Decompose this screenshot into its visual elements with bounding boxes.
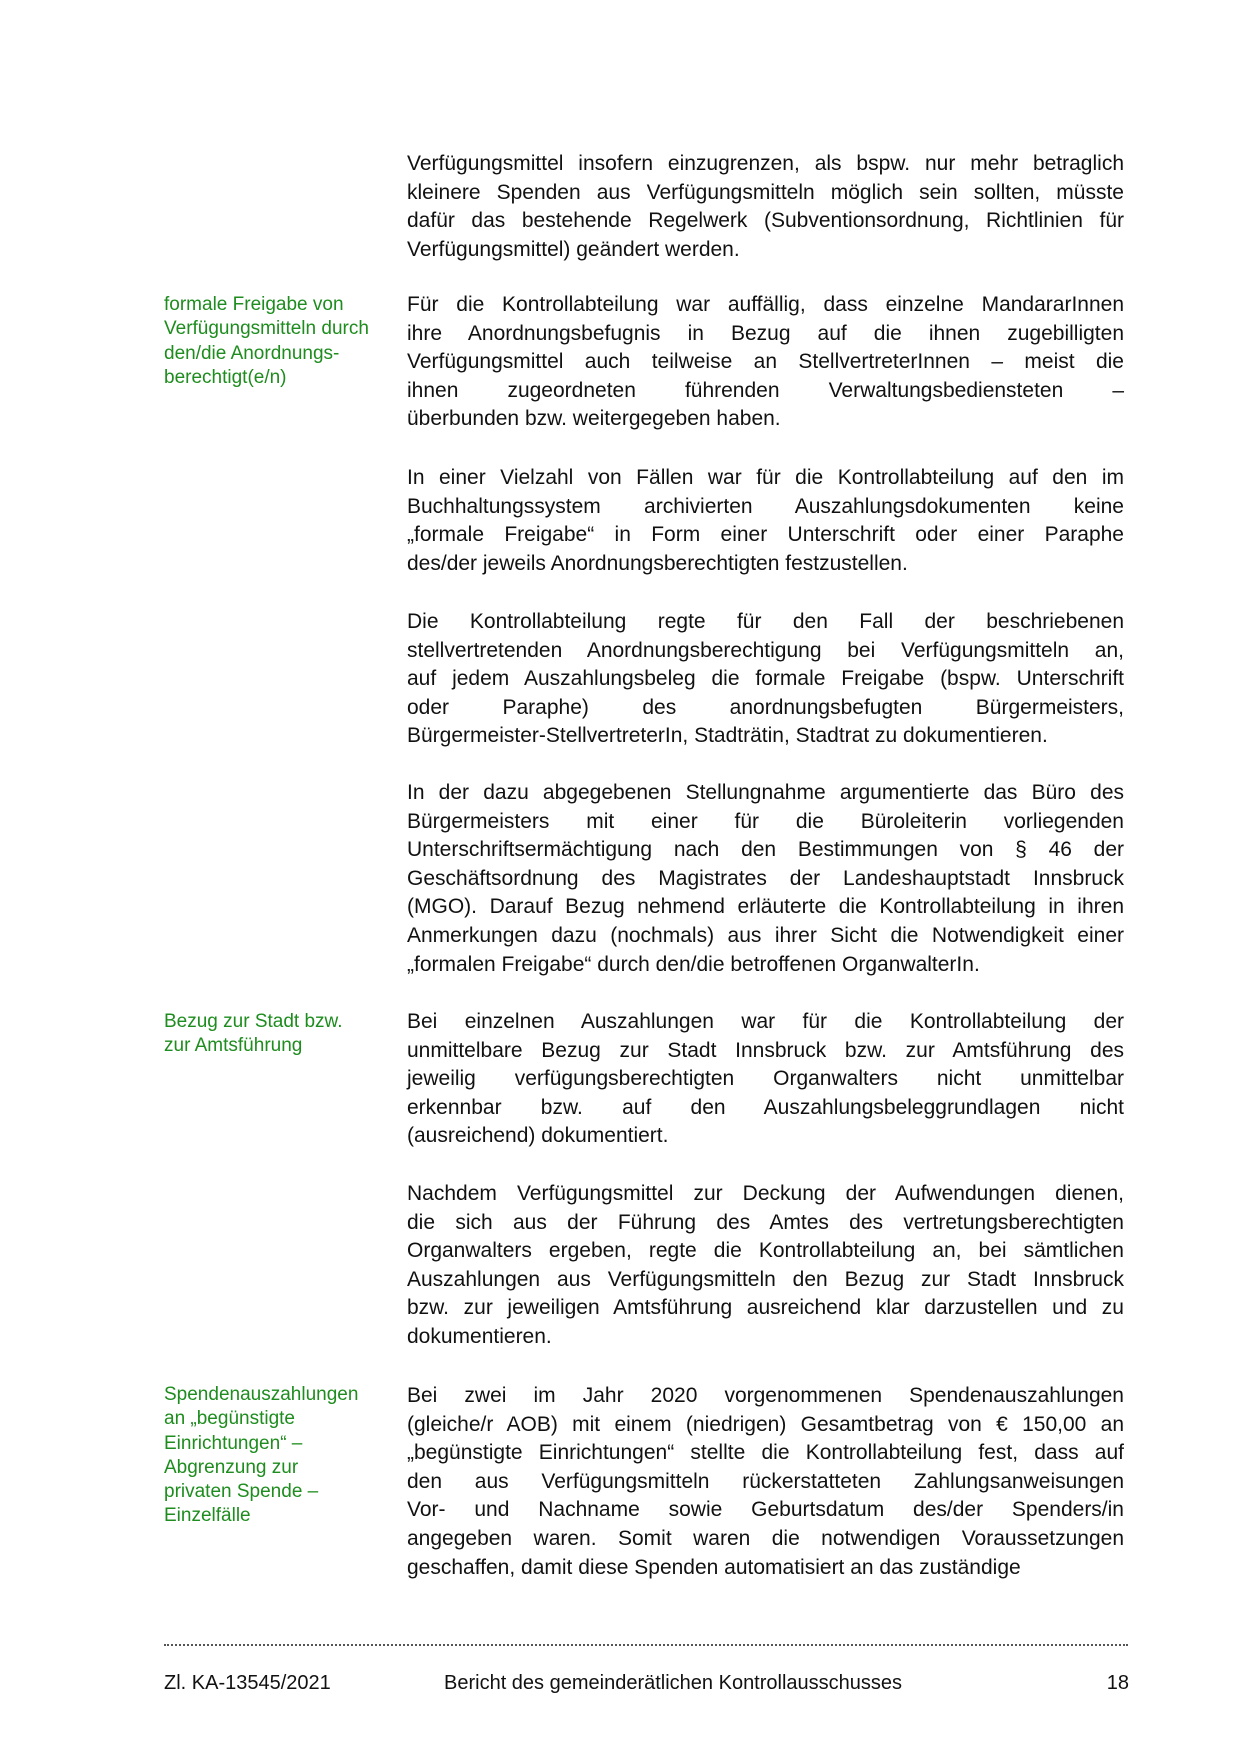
margin-note-line: den/die Anordnungs- (164, 342, 340, 364)
text-line: bzw. zur jeweiligen Amtsführung ausreichend klar darzustellen und zu (407, 1296, 1124, 1320)
text-line: Bürgermeisters mit einer für die Büroleiterin vorliegenden (407, 809, 1124, 833)
text-line: erkennbar bzw. auf den Auszahlungsbeleggrundlagen nicht (407, 1095, 1124, 1119)
text-line: kleinere Spenden aus Verfügungsmitteln möglich sein sollten, müsste (407, 180, 1124, 204)
text-line: den aus Verfügungsmitteln rückerstatteten Zahlungsanweisungen (407, 1469, 1124, 1493)
text-line: Bürgermeister-StellvertreterIn, Stadträtin, Stadtrat zu dokumentieren. (407, 724, 1048, 748)
text-line: Auszahlungen aus Verfügungsmitteln den Bezug zur Stadt Innsbruck (407, 1267, 1124, 1291)
text-line: Anmerkungen dazu (nochmals) aus ihrer Sicht die Notwendigkeit einer (407, 923, 1124, 947)
text-line: (gleiche/r AOB) mit einem (niedrigen) Gesamtbetrag von € 150,00 an (407, 1412, 1124, 1436)
text-line: ihre Anordnungsbefugnis in Bezug auf die ihnen zugebilligten (407, 321, 1124, 345)
text-line: Unterschriftsermächtigung nach den Bestimmungen von § 46 der (407, 838, 1124, 862)
text-line: Buchhaltungssystem archivierten Auszahlungsdokumenten keine (407, 494, 1124, 518)
text-line: (MGO). Darauf Bezug nehmend erläuterte die Kontrollabteilung in ihren (407, 895, 1124, 919)
margin-note-line: Verfügungsmitteln durch (164, 318, 369, 340)
margin-note-line: privaten Spende – (164, 1481, 319, 1503)
text-line: auf jedem Auszahlungsbeleg die formale Freigabe (bspw. Unterschrift (407, 667, 1124, 691)
text-line: überbunden bzw. weitergegeben haben. (407, 407, 781, 431)
text-line: Geschäftsordnung des Magistrates der Landeshauptstadt Innsbruck (407, 866, 1124, 890)
margin-note-line: Spendenauszahlungen (164, 1384, 359, 1405)
margin-note-line: Abgrenzung zur (164, 1456, 299, 1478)
text-line: „formale Freigabe“ in Form einer Unterschrift oder einer Paraphe (407, 523, 1124, 547)
text-line: Bei zwei im Jahr 2020 vorgenommenen Spendenauszahlungen (407, 1384, 1124, 1407)
paragraph (407, 464, 1124, 578)
text-line: Verfügungsmittel auch teilweise an StellvertreterInnen – meist die (407, 350, 1124, 374)
footer-reference: Zl. KA-13545/2021 (164, 1672, 331, 1694)
text-line: Die Kontrollabteilung regte für den Fall der beschriebenen (407, 610, 1124, 633)
paragraph (407, 1008, 1124, 1151)
paragraph (407, 150, 1124, 264)
margin-note-line: Einrichtungen“ – (164, 1432, 303, 1454)
text-line: Verfügungsmittel) geändert werden. (407, 237, 740, 261)
text-line: dokumentieren. (407, 1324, 552, 1348)
text-line: dafür das bestehende Regelwerk (Subventionsordnung, Richtlinien für (407, 209, 1124, 233)
text-line: jeweilig verfügungsberechtigten Organwalters nicht unmittelbar (407, 1067, 1124, 1091)
text-line: Organwalters ergeben, regte die Kontrollabteilung an, bei sämtlichen (407, 1239, 1124, 1263)
text-line: In einer Vielzahl von Fällen war für die Kontrollabteilung auf den im (407, 466, 1124, 489)
text-line: „formalen Freigabe“ durch den/die betroffenen OrganwalterIn. (407, 952, 980, 976)
text-line: angegeben waren. Somit waren die notwendigen Voraussetzungen (407, 1526, 1124, 1550)
text-line: oder Paraphe) des anordnungsbefugten Bürgermeisters, (407, 695, 1124, 719)
text-line: die sich aus der Führung des Amtes des vertretungsberechtigten (407, 1210, 1124, 1234)
margin-note-line: Bezug zur Stadt bzw. (164, 1011, 343, 1032)
margin-note-line: zur Amtsführung (164, 1035, 303, 1057)
paragraph (407, 291, 1124, 434)
text-line: geschaffen, damit diese Spenden automatisiert an das zuständige (407, 1555, 1021, 1579)
text-line: Bei einzelnen Auszahlungen war für die Kontrollabteilung der (407, 1010, 1124, 1033)
paragraph (407, 1180, 1124, 1352)
margin-note (164, 293, 404, 390)
text-line: ihnen zugeordneten führenden Verwaltungsbediensteten – (407, 378, 1124, 402)
text-line: stellvertretenden Anordnungsberechtigung bei Verfügungsmitteln an, (407, 638, 1124, 662)
footer-divider (164, 1644, 1128, 1646)
text-line: unmittelbare Bezug zur Stadt Innsbruck bzw. zur Amtsführung des (407, 1038, 1124, 1062)
text-line: „begünstigte Einrichtungen“ stellte die Kontrollabteilung fest, dass auf (407, 1441, 1124, 1465)
margin-note-line: Einzelfälle (164, 1505, 251, 1527)
margin-note-line: an „begünstigte (164, 1408, 295, 1430)
footer-title: Bericht des gemeinderätlichen Kontrollausschusses (444, 1672, 903, 1694)
margin-note-line: formale Freigabe von (164, 294, 344, 315)
text-line: In der dazu abgegebenen Stellungnahme argumentierte das Büro des (407, 781, 1124, 804)
paragraph (407, 608, 1124, 751)
page-number: 18 (1106, 1672, 1129, 1694)
text-line: Vor- und Nachname sowie Geburtsdatum des/der Spenders/in (407, 1498, 1124, 1522)
text-line: Nachdem Verfügungsmittel zur Deckung der Aufwendungen dienen, (407, 1182, 1124, 1205)
text-line: des/der jeweils Anordnungsberechtigten festzustellen. (407, 551, 908, 575)
text-line: Verfügungsmittel insofern einzugrenzen, als bspw. nur mehr betraglich (407, 152, 1124, 175)
text-line: Für die Kontrollabteilung war auffällig, dass einzelne MandararInnen (407, 293, 1124, 316)
margin-note-line: berechtigt(e/n) (164, 366, 287, 388)
text-line: (ausreichend) dokumentiert. (407, 1124, 669, 1148)
margin-note (164, 1010, 404, 1059)
paragraph (407, 779, 1124, 979)
margin-note (164, 1383, 404, 1529)
paragraph (407, 1382, 1124, 1582)
